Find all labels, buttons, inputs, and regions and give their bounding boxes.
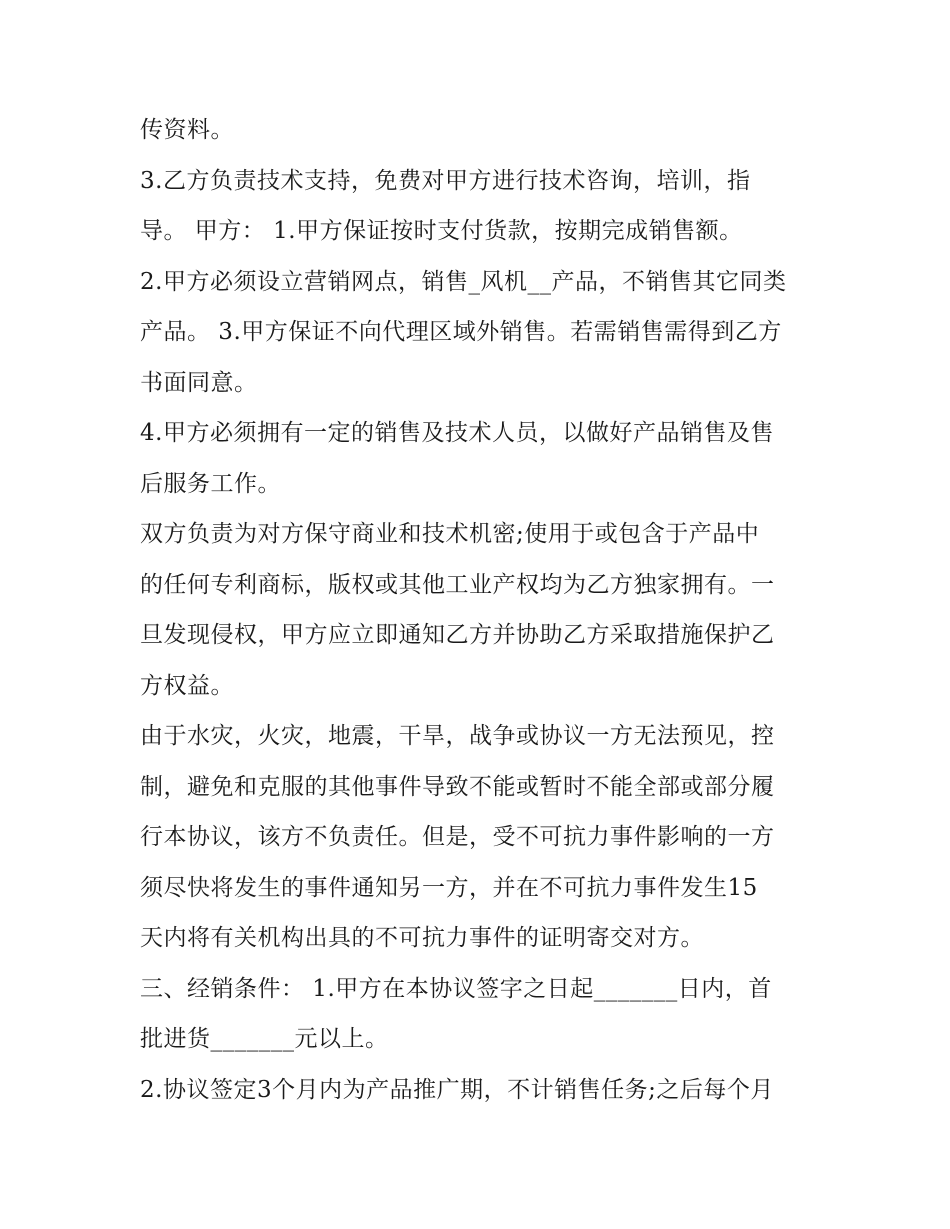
- text-line-7: 4.甲方必须拥有一定的销售及技术人员，以做好产品销售及售: [140, 420, 774, 446]
- text-line-15: 行本协议，该方不负责任。但是，受不可抗力事件影响的一方: [140, 824, 775, 850]
- text-line-17: 天内将有关机构出具的不可抗力事件的证明寄交对方。: [140, 925, 704, 951]
- text-line-1: 传资料。: [140, 117, 234, 143]
- text-line-16: 须尽快将发生的事件通知另一方，并在不可抗力事件发生15: [140, 875, 758, 901]
- text-line-20: 2.协议签定3个月内为产品推广期，不计销售任务;之后每个月: [140, 1077, 774, 1103]
- text-line-12: 方权益。: [140, 673, 234, 699]
- text-line-18: 三、经销条件： 1.甲方在本协议签字之日起_______日内，首: [140, 976, 772, 1002]
- text-line-8: 后服务工作。: [140, 471, 281, 497]
- text-line-10: 的任何专利商标，版权或其他工业产权均为乙方独家拥有。一: [140, 572, 775, 598]
- text-line-6: 书面同意。: [140, 370, 258, 396]
- text-line-14: 制，避免和克服的其他事件导致不能或暂时不能全部或部分履: [140, 774, 775, 800]
- text-line-13: 由于水灾，火灾，地震，干旱，战争或协议一方无法预见，控: [140, 723, 775, 749]
- text-line-3: 导。 甲方： 1.甲方保证按时支付货款，按期完成销售额。: [140, 218, 743, 244]
- text-line-4: 2.甲方必须设立营销网点，销售_风机__产品，不销售其它同类: [140, 269, 787, 295]
- text-line-9: 双方负责为对方保守商业和技术机密;使用于或包含于产品中: [140, 521, 760, 547]
- text-line-2: 3.乙方负责技术支持，免费对甲方进行技术咨询，培训，指: [140, 168, 751, 194]
- text-line-5: 产品。 3.甲方保证不向代理区域外销售。若需销售需得到乙方: [140, 319, 782, 345]
- text-line-11: 旦发现侵权，甲方应立即通知乙方并协助乙方采取措施保护乙: [140, 622, 775, 648]
- text-line-19: 批进货_______元以上。: [140, 1026, 389, 1052]
